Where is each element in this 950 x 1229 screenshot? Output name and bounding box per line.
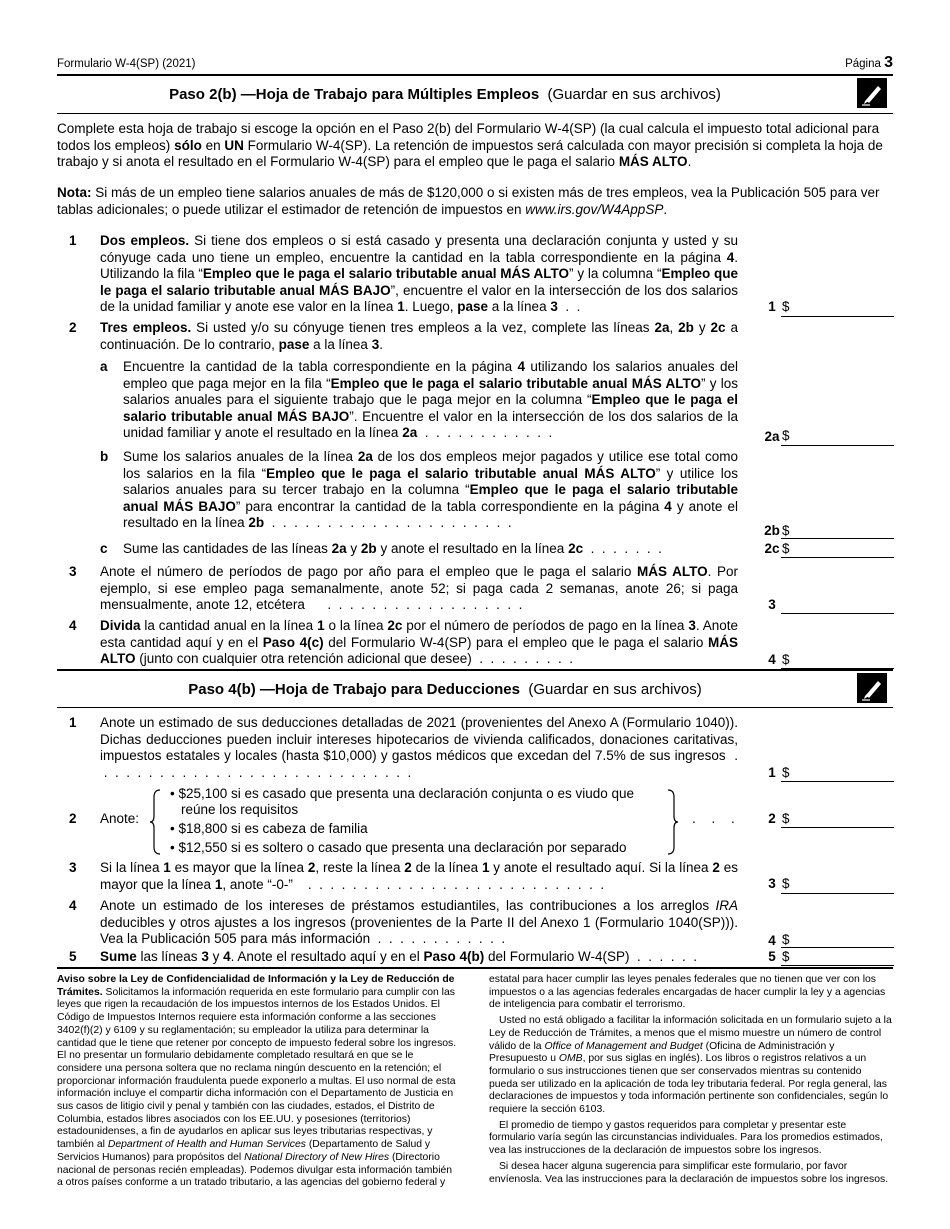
answer-field-2b-3[interactable] <box>781 613 894 614</box>
step4b-line-4 <box>57 898 893 948</box>
step2b-line-1 <box>57 233 893 318</box>
answer-field-2b-2c[interactable] <box>781 557 894 558</box>
line-text: Dos empleos. Si tiene dos empleos o si está casado y presenta una declaración conjunta y usted y su cónyuge cada uno tiene un empleo, encuentre la cantidad en la tabla correspondiente en la página 4. Utilizando la fila “Empleo que le paga el salario tributable anual MÁS ALTO” y la columna “Empleo que le paga el salario tributable anual MÁS BAJO”, encuentre el valor en la intersección de los dos salarios de la unidad familiar y anote ese valor en la línea 1. Luego, pase a la línea 3 . . <box>100 233 739 314</box>
step2b-header-rule <box>57 113 893 114</box>
footer-rule <box>57 967 893 969</box>
step2b-title <box>57 86 833 103</box>
left-brace-icon <box>150 789 162 855</box>
dollar-sign: $ <box>782 876 790 891</box>
option-married: • $25,100 si es casado que presenta una declaración conjunta o es viudo que <box>170 786 635 801</box>
line-text: Tres empleos. Si usted y/o su cónyuge tienen tres empleos a la vez, complete las líneas 2a, 2b y 2c a continuación. De lo contrario, pase a la línea 3. <box>100 320 738 352</box>
privacy-paragraph-4: El promedio de tiempo y gastos requeridos para completar y presentar este formulario varía según las circunstancias individuales. Para los promedios estimados, vea las instrucciones de la declaración de impuestos sobre los ingresos. <box>489 1119 883 1157</box>
line-label: Anote: <box>100 811 140 826</box>
right-brace-icon <box>666 789 678 855</box>
step2b-line-2a <box>57 359 893 447</box>
line-text: Sume las cantidades de las líneas 2a y 2b y anote el resultado en la línea 2c . . . . . . . <box>123 541 662 556</box>
dollar-sign: $ <box>782 949 790 964</box>
step4b-header-rule <box>57 707 893 708</box>
line-ref: 5 <box>768 949 776 964</box>
step4b-line-1 <box>57 715 893 783</box>
dollar-sign: $ <box>782 523 790 538</box>
line-number: 1 <box>69 233 77 248</box>
dollar-sign: $ <box>782 932 790 947</box>
line-number: 3 <box>69 860 77 875</box>
answer-field-4b-2[interactable] <box>781 827 894 828</box>
line-number: 2 <box>69 320 77 335</box>
answer-field-4b-1[interactable] <box>781 781 894 782</box>
line-text: Divida la cantidad anual en la línea 1 o la línea 2c por el número de períodos de pago en la línea 3. Anote esta cantidad aquí y en el Paso 4(c) del Formulario W-4(SP) para el empleo que le paga el salario MÁS ALTO (junto con cualquier otra retención adicional que desee) . . . . . . . . . <box>100 618 738 666</box>
line-ref: 4 <box>768 933 776 948</box>
line-ref: 2b <box>764 523 780 538</box>
page-number: 3 <box>884 54 893 71</box>
step2b-line-3 <box>57 564 893 614</box>
step4b-title <box>57 681 833 698</box>
step2b-line-2c <box>57 541 893 561</box>
line-number: 3 <box>69 564 77 579</box>
line-number: 4 <box>69 618 77 633</box>
line-ref: 1 <box>768 299 776 314</box>
answer-field-2b-2a[interactable] <box>781 445 894 446</box>
line-sub: c <box>100 541 108 556</box>
line-text: Anote un estimado de los intereses de préstamos estudiantiles, las contribuciones a los arreglos IRA deducibles y otros ajustes a los ingresos (provenientes de la Parte II del Anexo 1 (Formulario 1040(SP))). Vea la Publicación 505 para más información . . . . . . . . . . . . <box>100 898 738 946</box>
line-text: Sume los salarios anuales de la línea 2a de los dos empleos mejor pagados y utilice ese total como los salarios en la fila “Empleo que le paga el salario tributable anual MÁS ALTO” y utilice los salarios anuales para su tercer trabajo en la columna “Empleo que le paga el salario tributable anual MÁS BAJO” para encontrar la cantidad de la tabla correspondiente en la página 4 y anote el resultado en la línea 2b . . . . . . . . . . . . . . . . . . . . . . <box>123 449 739 530</box>
privacy-notice-right <box>489 974 893 1189</box>
step2b-header <box>57 75 893 113</box>
answer-field-4b-4[interactable] <box>781 947 894 948</box>
line-ref: 4 <box>768 652 776 667</box>
step2b-line-2b <box>57 449 893 537</box>
page-label: Página <box>845 58 881 70</box>
line-sub: a <box>100 359 108 374</box>
line-ref: 2a <box>764 429 780 444</box>
step4b-title-note: (Guardar en sus archivos) <box>528 681 702 698</box>
line-text: Encuentre la cantidad de la tabla correspondiente en la página 4 utilizando los salarios anuales del empleo que paga mejor en la fila “Empleo que le paga el salario tributable anual MÁS ALTO” y los salarios anuales para el siguiente trabajo que le paga mejor en la columna “Empleo que le paga el salario tributable anual MÁS BAJO”. Encuentre el valor en la intersección de los dos salarios de la unidad familiar y anote el resultado en la línea 2a . . . . . . . . . . . . <box>123 359 738 440</box>
step2b-line-2 <box>57 320 893 354</box>
line-ref: 3 <box>768 597 776 612</box>
dollar-sign: $ <box>782 765 790 780</box>
option-head-of-household: • $18,800 si es cabeza de familia <box>170 821 368 836</box>
dollar-sign: $ <box>782 652 790 667</box>
step4b-line-2 <box>57 786 893 858</box>
pen-icon <box>857 673 887 703</box>
line-ref: 2c <box>764 541 780 556</box>
step4b-line-3 <box>57 860 893 894</box>
line-text: Si la línea 1 es mayor que la línea 2, reste la línea 2 de la línea 1 y anote el resultado aquí. Si la línea 2 es mayor que la línea 1, anote “-0-” . . . . . . . . . . . . . . . . . . . . . . . . . . . <box>100 860 738 892</box>
line-ref: 3 <box>768 876 776 891</box>
step2b-title-note: (Guardar en sus archivos) <box>547 86 721 103</box>
line-number: 1 <box>69 715 77 730</box>
privacy-paragraph-1: Aviso sobre la Ley de Confidencialidad de Información y la Ley de Reducción de Trámites. Solicitamos la información requerida en este formulario para cumplir con las leyes que rigen la recaudación de los impuestos internos de los Estados Unidos. El Código de Impuestos Internos requiere esta información conforme a las secciones 3402(f)(2) y 6109 y su reglamentación; su empleador la utiliza para determinar la cantidad que le tiene que retener por concepto de impuesto federal sobre los ingresos. El no presentar un formulario debidamente completado resultará en que se le considere una persona soltera que no reclama ningún descuento en la retención; el proporcionar información fraudulenta puede exponerlo a multas. El uso normal de esta información incluye el compartir dicha información con el Departamento de Justicia en sus casos de litigio civil y penal y también con las ciudades, estados, el Distrito de Columbia, estados libres asociados con los EE.UU. y posesiones (territorios) estadounidenses, a fin de ayudarlos en aplicar sus leyes tributarias respectivas, y también al Department of Health and Human Services (Departamento de Salud y Servicios Humanos) para propósitos del National Directory of New Hires (Directorio nacional de personas recién empleadas). Podemos divulgar esta información también a otros países conforme a un tratado tributario, a las agencias del gobierno federal y <box>57 974 457 1189</box>
page-number-label <box>845 54 893 72</box>
privacy-notice-left <box>57 974 457 1193</box>
line-text: Anote un estimado de sus deducciones detalladas de 2021 (provenientes del Anexo A (Formulario 1040)). Dichas deducciones pueden incluir intereses hipotecarios de vivienda calificados, donaciones caritativas, impuestos estatales y locales (hasta $10,000) y gastos médicos que excedan del 7.5% de sus ingresos . . . . . . . . . . . . . . . . . . . . . . . . . . . . . <box>100 715 738 780</box>
line-text: Anote el número de períodos de pago por año para el empleo que le paga el salario MÁS ALTO. Por ejemplo, si ese empleo paga semanalmente, anote 52; si paga cada 2 semanas, anote 26; si paga mensualmente, anote 12, etcétera . . . . . . . . . . . . . . . . . . <box>100 564 738 612</box>
dollar-sign: $ <box>782 299 790 314</box>
line-number: 4 <box>69 898 77 913</box>
answer-field-2b-1[interactable] <box>781 316 894 317</box>
option-single: • $12,550 si es soltero o casado que presenta una declaración por separado <box>170 840 627 855</box>
answer-field-4b-3[interactable] <box>781 893 894 894</box>
answer-field-4b-5[interactable] <box>781 965 894 966</box>
step2b-intro: Complete esta hoja de trabajo si escoge la opción en el Paso 2(b) del Formulario W-4(SP) (la cual calcula el impuesto total adicional para todos los empleos) sólo en UN Formulario W-4(SP). La retención de impuestos será calculada con mayor precisión si completa la hoja de trabajo y si anota el resultado en el Formulario W-4(SP) para el empleo que le paga el salario MÁS ALTO. <box>57 121 883 169</box>
step2b-line-4 <box>57 618 893 668</box>
form-id: Formulario W-4(SP) (2021) <box>57 58 196 70</box>
line-text: Sume las líneas 3 y 4. Anote el resultado aquí y en el Paso 4(b) del Formulario W-4(SP) . . . . . . <box>100 949 698 964</box>
privacy-paragraph-5: Si desea hacer alguna sugerencia para simplificar este formulario, por favor envíenosla. Vea las instrucciones para la declaración de impuestos sobre los ingresos. <box>489 1160 889 1185</box>
privacy-paragraph-3: Usted no está obligado a facilitar la información solicitada en un formulario sujeto a la Ley de Reducción de Trámites, a menos que el mismo muestre un número de control válido de la Office of Management and Budget (Oficina de Administración y Presupuesto u OMB, por sus siglas en inglés). Los libros o registros relativos a un formulario o sus instrucciones tienen que ser conservados mientras su contenido pueda ser utilizado en la aplicación de toda ley tributaria federal. Por regla general, las declaraciones de impuestos y toda información pertinente son confidenciales, según lo requiere la sección 6103. <box>489 1015 892 1116</box>
privacy-paragraph-2: estatal para hacer cumplir las leyes penales federales que no tienen que ver con los impuestos o a las agencias federales encargadas de hacer cumplir la ley y a agencias de inteligencia para combatir el terrorismo. <box>489 974 886 1011</box>
line-ref: 2 <box>768 811 776 826</box>
pen-icon <box>857 78 887 108</box>
dollar-sign: $ <box>782 811 790 826</box>
line-number: 2 <box>69 811 77 826</box>
line-sub: b <box>100 449 109 464</box>
step4b-line-5 <box>57 949 893 967</box>
dot-leader: . . . <box>692 811 741 826</box>
answer-field-2b-2b[interactable] <box>781 538 894 539</box>
line-ref: 1 <box>768 765 776 780</box>
option-married-cont: reúne los requisitos <box>181 802 299 817</box>
dollar-sign: $ <box>782 428 790 443</box>
line-number: 5 <box>69 949 77 964</box>
page-header <box>57 52 893 74</box>
step4b-title-bold: Paso 4(b) —Hoja de Trabajo para Deducciones <box>188 681 520 698</box>
step4b-header <box>57 670 893 708</box>
step2b-title-bold: Paso 2(b) —Hoja de Trabajo para Múltiples Empleos <box>169 86 540 103</box>
step2b-note: Nota: Si más de un empleo tiene salarios anuales de más de $120,000 o si existen más de tres empleos, vea la Publicación 505 para ver tablas adicionales; o puede utilizar el estimador de retención de impuestos en www.irs.gov/W4AppSP. <box>57 185 880 217</box>
dollar-sign: $ <box>782 541 790 556</box>
